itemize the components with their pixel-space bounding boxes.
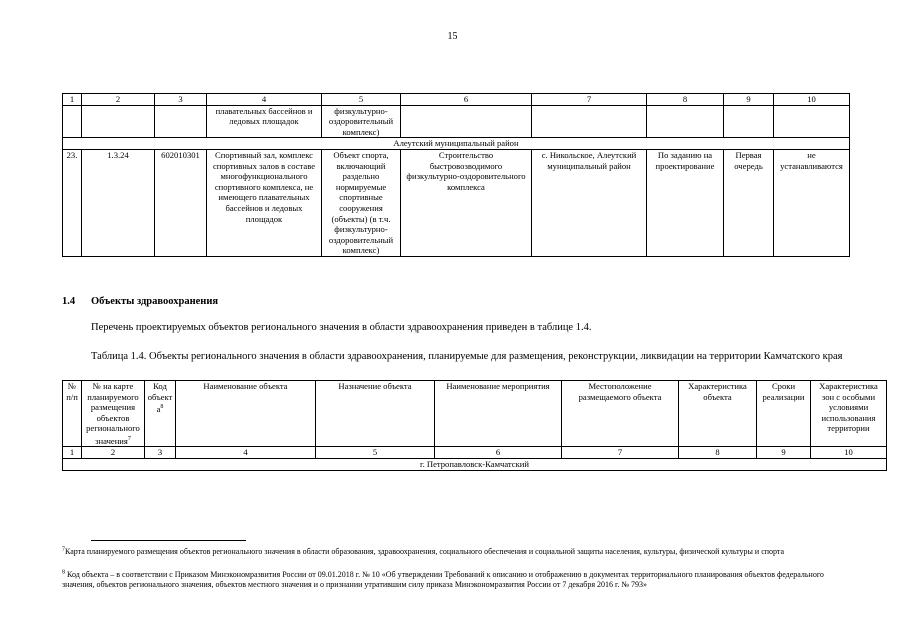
column-header bbox=[757, 381, 811, 447]
health-objects-table bbox=[62, 380, 887, 471]
column-header-label: Сроки реализации bbox=[762, 381, 805, 402]
district-row: Алеутский муниципальный район bbox=[63, 138, 850, 150]
table-caption: Таблица 1.4. Объекты регионального значения в области здравоохранения, планируемые для размещения, реконструкции, ликвидации на территории Камчатского края bbox=[91, 351, 843, 362]
table-cell: 23. bbox=[63, 149, 82, 256]
table-header-row bbox=[63, 94, 850, 106]
column-number-cell: 4 bbox=[207, 94, 322, 106]
column-number-cell: 5 bbox=[316, 447, 435, 459]
footnote-separator bbox=[91, 540, 246, 541]
footnote-text: Код объекта – в соответствии с Приказом Минэкономразвития России от 09.01.2018 г. № 10 «Об утверждении Требований к описанию и отображению в документах территориального планирования объектов федерального значения, объектов регионального значения, объектов местного значения и о признании утратившим силу приказа Минэкономразвития России от 7 декабря 2016 г. № 793» bbox=[62, 570, 824, 590]
footnote-ref: 7 bbox=[127, 435, 131, 442]
column-number-cell: 10 bbox=[774, 94, 850, 106]
column-number-cell: 1 bbox=[63, 447, 82, 459]
page-number: 15 bbox=[447, 31, 458, 42]
column-number-cell: 4 bbox=[176, 447, 316, 459]
table-number-row bbox=[63, 447, 887, 459]
column-header bbox=[63, 381, 82, 447]
column-header-label: Характеристика зон с особыми условиями использования территории bbox=[819, 381, 878, 434]
column-header-label: № п/п bbox=[66, 381, 78, 402]
table-cell: плавательных бассейнов и ледовых площадок bbox=[207, 105, 322, 138]
column-number-cell: 3 bbox=[155, 94, 207, 106]
column-header-label: Наименование объекта bbox=[203, 381, 288, 391]
sports-objects-table bbox=[62, 93, 850, 257]
section-heading bbox=[62, 296, 218, 307]
table-cell: не устанавливаются bbox=[774, 149, 850, 256]
column-number-cell: 9 bbox=[757, 447, 811, 459]
table-cell bbox=[532, 105, 647, 138]
column-number-cell: 2 bbox=[82, 447, 145, 459]
column-header bbox=[435, 381, 562, 447]
column-header-label: Код объекта bbox=[147, 381, 173, 415]
table-cell: физкультурно-оздоровительный комплекс) bbox=[322, 105, 401, 138]
column-header bbox=[316, 381, 435, 447]
table-cell: Спортивный зал, комплекс спортивных залов в составе многофункционального спортивного комплекса, не имеющего плавательных бассейнов и ледовых площадок bbox=[207, 149, 322, 256]
table-cell: По заданию на проектирование bbox=[647, 149, 724, 256]
column-number-cell: 7 bbox=[562, 447, 679, 459]
column-header-label: Характеристика объекта bbox=[688, 381, 747, 402]
table-row bbox=[63, 459, 887, 471]
column-header bbox=[811, 381, 887, 447]
column-header bbox=[679, 381, 757, 447]
table-cell bbox=[155, 105, 207, 138]
column-number-cell: 5 bbox=[322, 94, 401, 106]
column-header bbox=[145, 381, 176, 447]
column-header bbox=[176, 381, 316, 447]
footnote-text: Карта планируемого размещения объектов регионального значения в области образования, здравоохранения, социального обеспечения и социальной защиты населения, культуры, физической культуры и спорта bbox=[65, 547, 785, 556]
table-row bbox=[63, 149, 850, 256]
column-number-cell: 1 bbox=[63, 94, 82, 106]
column-number-cell: 6 bbox=[401, 94, 532, 106]
column-number-cell: 7 bbox=[532, 94, 647, 106]
column-header-label: Местоположение размещаемого объекта bbox=[578, 381, 662, 402]
footnote-ref: 8 bbox=[160, 404, 164, 411]
column-number-cell: 10 bbox=[811, 447, 887, 459]
table-cell: с. Никольское, Алеутский муниципальный район bbox=[532, 149, 647, 256]
table-cell bbox=[647, 105, 724, 138]
section-number: 1.4 bbox=[62, 296, 76, 307]
table-cell bbox=[63, 105, 82, 138]
table-cell bbox=[774, 105, 850, 138]
column-header-label: Назначение объекта bbox=[338, 381, 412, 391]
table-cell: 602010301 bbox=[155, 149, 207, 256]
section-paragraph: Перечень проектируемых объектов регионального значения в области здравоохранения приведен в таблице 1.4. bbox=[91, 322, 592, 333]
table-row bbox=[63, 105, 850, 138]
table-header-row bbox=[63, 381, 887, 447]
column-number-cell: 6 bbox=[435, 447, 562, 459]
footnote bbox=[62, 547, 849, 557]
table-cell: Строительство быстровозводимого физкультурно-оздоровительного комплекса bbox=[401, 149, 532, 256]
column-header bbox=[562, 381, 679, 447]
column-header-label: Наименование мероприятия bbox=[446, 381, 550, 391]
column-number-cell: 3 bbox=[145, 447, 176, 459]
column-header bbox=[82, 381, 145, 447]
table-cell: Первая очередь bbox=[724, 149, 774, 256]
column-number-cell: 8 bbox=[679, 447, 757, 459]
table-cell bbox=[724, 105, 774, 138]
column-header-label: № на карте планируемого размещения объектов регионального значения bbox=[86, 381, 140, 446]
section-title: Объекты здравоохранения bbox=[91, 296, 219, 307]
column-number-cell: 8 bbox=[647, 94, 724, 106]
column-number-cell: 9 bbox=[724, 94, 774, 106]
column-number-cell: 2 bbox=[82, 94, 155, 106]
table-cell bbox=[401, 105, 532, 138]
footnote-mark: 8 bbox=[62, 569, 65, 576]
footnote-mark: 7 bbox=[62, 546, 65, 553]
table-cell bbox=[82, 105, 155, 138]
footnote bbox=[62, 570, 849, 591]
table-cell: 1.3.24 bbox=[82, 149, 155, 256]
table-row bbox=[63, 138, 850, 150]
city-row: г. Петропавловск-Камчатский bbox=[63, 459, 887, 471]
table-cell: Объект спорта, включающий раздельно нормируемые спортивные сооружения (объекты) (в т.ч. физкультурно-оздоровительный комплекс) bbox=[322, 149, 401, 256]
